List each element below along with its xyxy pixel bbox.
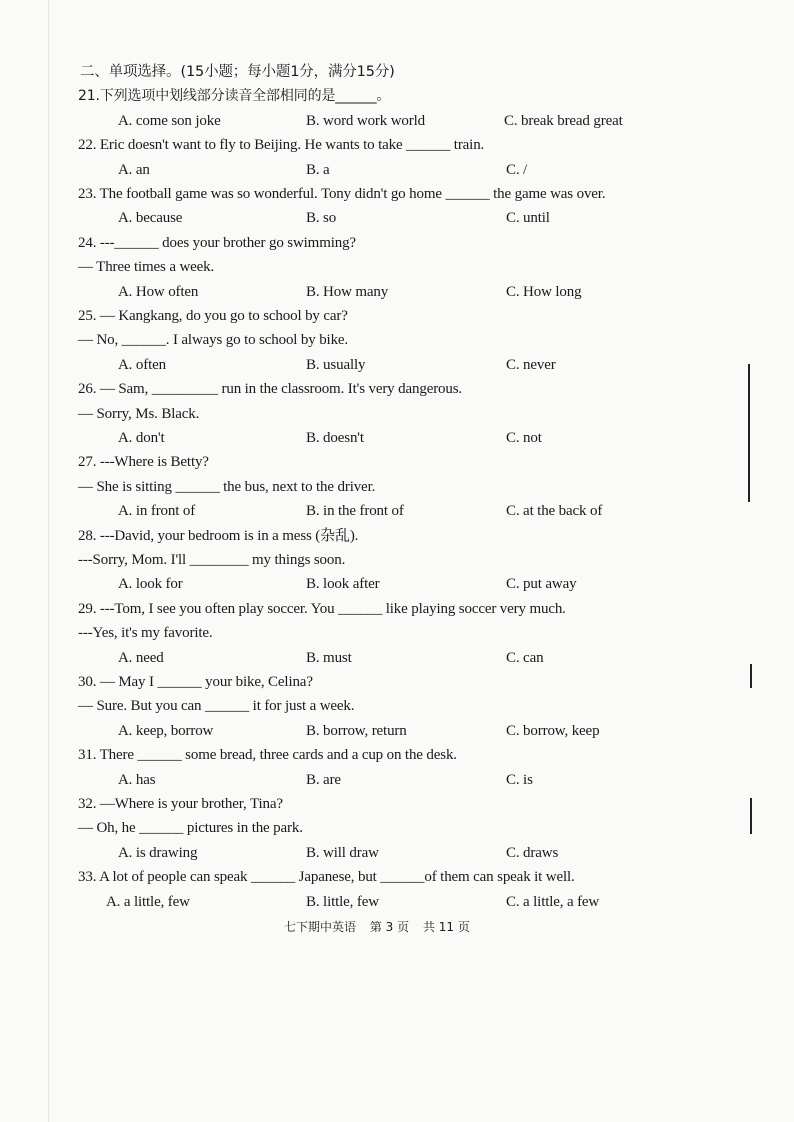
option-row [78, 719, 678, 743]
option-c[interactable]: C. never [506, 356, 556, 373]
question-stem: 33. A lot of people can speak ______ Japanese, but ______of them can speak it well. [78, 869, 575, 886]
question-stem: 29. ---Tom, I see you often play soccer. You ______ like playing soccer very much. [78, 600, 566, 617]
option-row [78, 768, 678, 792]
dialogue-line: — Sure. But you can ______ it for just a week. [78, 698, 355, 715]
question-item [78, 182, 678, 231]
dialogue-line: — Oh, he ______ pictures in the park. [78, 820, 303, 837]
section-title: 二、单项选择。(15小题；每小题1分，满分15分) [80, 64, 395, 80]
option-b[interactable]: B. so [306, 210, 337, 227]
question-stem: 24. ---______ does your brother go swimming? [78, 234, 356, 251]
question-item [78, 524, 678, 597]
footer-total: 共 11 页 [422, 920, 470, 934]
option-b[interactable]: B. usually [306, 356, 366, 373]
option-row [78, 206, 678, 230]
question-stem: 31. There ______ some bread, three cards and a cup on the desk. [78, 747, 457, 764]
question-item [78, 304, 678, 377]
question-item [78, 377, 678, 450]
option-a[interactable]: A. in front of [118, 503, 196, 520]
option-c[interactable]: C. until [506, 210, 550, 227]
option-c[interactable]: C. draws [506, 844, 559, 861]
question-item [78, 670, 678, 743]
option-row [78, 426, 678, 450]
option-b[interactable]: B. a [306, 161, 330, 178]
dialogue-line: ---Sorry, Mom. I'll ________ my things soon. [78, 552, 346, 569]
option-row [78, 353, 678, 377]
option-a[interactable]: A. because [118, 210, 183, 227]
option-c[interactable]: C. put away [506, 576, 577, 593]
question-item [78, 865, 678, 914]
option-row [78, 499, 678, 523]
question-stem: 22. Eric doesn't want to fly to Beijing. He wants to take ______ train. [78, 137, 485, 154]
option-c[interactable]: C. can [506, 649, 544, 666]
margin-mark [750, 798, 752, 834]
question-list [78, 60, 678, 914]
option-c[interactable]: C. break bread great [504, 112, 623, 129]
option-c[interactable]: C. borrow, keep [506, 722, 600, 739]
option-b[interactable]: B. in the front of [306, 503, 404, 520]
dialogue-line: — Three times a week. [78, 259, 215, 276]
option-row [78, 890, 678, 914]
dialogue-line: — Sorry, Ms. Black. [78, 405, 200, 422]
option-c[interactable]: C. not [506, 430, 542, 447]
footer-page: 第 3 页 [369, 920, 410, 934]
question-stem: 30. — May I ______ your bike, Celina? [78, 674, 313, 691]
option-b[interactable]: B. borrow, return [306, 722, 407, 739]
question-item [78, 133, 678, 182]
option-row [78, 572, 678, 596]
option-a[interactable]: A. keep, borrow [118, 722, 214, 739]
option-row [78, 158, 678, 182]
question-item [78, 743, 678, 792]
question-stem: 27. ---Where is Betty? [78, 454, 209, 471]
option-a[interactable]: A. look for [118, 576, 183, 593]
option-a[interactable]: A. often [118, 356, 166, 373]
question-stem: 25. — Kangkang, do you go to school by car? [78, 308, 348, 324]
option-row [78, 109, 678, 133]
option-a[interactable]: A. is drawing [118, 844, 198, 861]
question-item [78, 231, 678, 304]
option-c[interactable]: C. is [506, 771, 533, 788]
option-c[interactable]: C. at the back of [506, 503, 603, 520]
option-a[interactable]: A. need [118, 649, 164, 666]
margin-mark [748, 364, 750, 502]
option-b[interactable]: B. look after [306, 576, 380, 593]
option-a[interactable]: A. has [118, 771, 156, 788]
option-b[interactable]: B. How many [306, 283, 389, 300]
option-a[interactable]: A. How often [118, 283, 199, 300]
dialogue-line: ---Yes, it's my favorite. [78, 625, 213, 642]
question-stem: 26. — Sam, _________ run in the classroom. It's very dangerous. [78, 381, 463, 398]
option-b[interactable]: B. must [306, 649, 352, 666]
option-c[interactable]: C. / [506, 161, 528, 178]
option-b[interactable]: B. are [306, 771, 341, 788]
option-a[interactable]: A. an [118, 161, 150, 178]
question-item [78, 450, 678, 523]
question-stem: 32. —Where is your brother, Tina? [78, 796, 283, 813]
option-row [78, 646, 678, 670]
question-item [78, 792, 678, 865]
question-item [78, 84, 678, 133]
option-b[interactable]: B. will draw [306, 844, 379, 861]
option-c[interactable]: C. a little, a few [506, 893, 600, 910]
dialogue-line: — She is sitting ______ the bus, next to the driver. [78, 478, 376, 495]
option-b[interactable]: B. doesn't [306, 430, 364, 447]
question-stem: 28. ---David, your bedroom is in a mess (杂乱). [78, 527, 359, 544]
option-a[interactable]: A. don't [118, 430, 165, 447]
option-a[interactable]: A. come son joke [118, 112, 221, 129]
margin-mark [750, 664, 752, 688]
option-row [78, 280, 678, 304]
question-stem: 23. The football game was so wonderful. Tony didn't go home ______ the game was over. [78, 186, 606, 202]
page-footer [284, 918, 480, 935]
option-c[interactable]: C. How long [506, 283, 582, 300]
option-row [78, 841, 678, 865]
option-b[interactable]: B. word work world [306, 112, 425, 129]
question-stem: 21.下列选项中划线部分读音全部相同的是______。 [78, 88, 391, 105]
footer-subject: 七下期中英语 [284, 920, 357, 934]
scan-edge-line [48, 0, 49, 1122]
dialogue-line: — No, ______. I always go to school by bike. [78, 332, 349, 349]
option-b[interactable]: B. little, few [306, 893, 379, 910]
question-item [78, 597, 678, 670]
option-a[interactable]: A. a little, few [106, 893, 190, 910]
